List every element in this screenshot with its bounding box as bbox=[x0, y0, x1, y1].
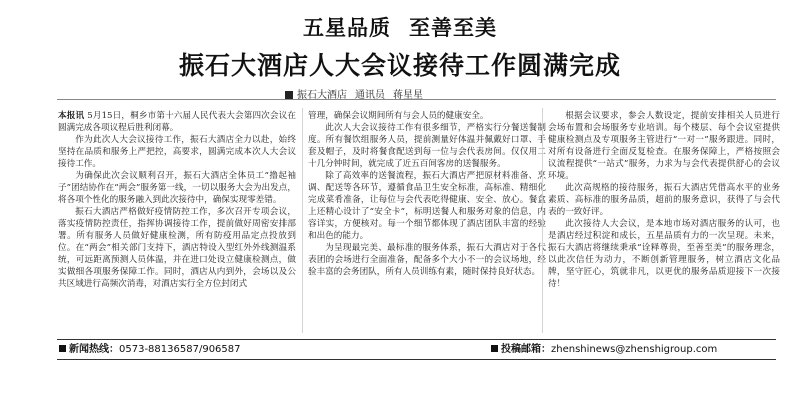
article-column-3 bbox=[548, 110, 780, 290]
subtitle-part-2: 至善至美 bbox=[409, 16, 497, 40]
email-address: zhenshinews@zhenshigroup.com bbox=[551, 344, 718, 355]
article-subtitle bbox=[0, 12, 800, 42]
article-paragraph: 为呈现最完美、最标准的服务体系，振石大酒店对于各代表团的会场进行全面准备，配备多个大小不一的会议场地，经验丰富的会务团队，所有人员训练有素，随时保持良好状态。 bbox=[308, 243, 546, 277]
byline-section: 振石大酒店 bbox=[297, 90, 347, 101]
article-column-2 bbox=[308, 110, 546, 278]
article-title: 振石大酒店人大会议接待工作圆满完成 bbox=[178, 51, 621, 80]
email-label: 投稿邮箱： bbox=[501, 344, 551, 355]
article-paragraph: 为确保此次会议顺利召开，振石大酒店全体员工“撸起袖子”团结协作在“两会”服务第一线，一切以服务大会为出发点，将各项个性化的服务融入到此次接待中，确保实现零差错。 bbox=[58, 171, 296, 205]
hotline-label: 新闻热线： bbox=[69, 344, 119, 355]
article-paragraph: 管理，确保会议期间所有与会人员的健康安全。 bbox=[308, 111, 489, 121]
byline-correspondent-label: 通讯员 bbox=[355, 90, 385, 101]
article-paragraph: 本报讯 5月15日，桐乡市第十六届人民代表大会第四次会议在圆满完成各项议程后胜利闭幕。 bbox=[58, 111, 296, 133]
article-column-1 bbox=[58, 110, 296, 290]
article-tag: 本报讯 bbox=[58, 111, 85, 121]
page-footer bbox=[57, 339, 776, 360]
article-paragraph: 此次高规格的接待服务，振石大酒店凭借高水平的业务素质、高标准的服务品质，超前的服务意识，获得了与会代表的一致好评。 bbox=[548, 183, 780, 217]
square-bullet-icon bbox=[491, 345, 498, 352]
article-paragraph: 作为此次人大会议接待工作，振石大酒店全力以赴，始终坚持在品质和服务上严把控，高要求，圆满完成本次人大会议接待工作。 bbox=[58, 135, 296, 169]
column-divider bbox=[542, 108, 543, 333]
header-divider bbox=[57, 99, 776, 100]
article-paragraph: 此次人大会议接待工作有很多细节，严格实行分餐送餐制度。所有餐饮组服务人员，提前测量好体温并佩戴好口罩、手套及帽子，及时将餐食配送到每一位与会代表房间。仅仅用二十几分钟时间，就完成了近五百间客房的送餐服务。 bbox=[308, 123, 546, 169]
article-paragraph: 除了高效率的送餐流程，振石大酒店严把原材料准备、烹调、配送等各环节，遵循食品卫生安全标准，高标准、精细化完成菜肴准备，让每位与会代表吃得健康、安全、放心。餐盒上还精心设计了“安全卡”，标明送餐人和服务对象的信息，内容详实，方便核对。每一个细节都体现了酒店团队丰富的经验和出色的能力。 bbox=[308, 171, 546, 241]
square-bullet-icon bbox=[59, 345, 66, 352]
column-divider bbox=[302, 108, 303, 333]
news-hotline bbox=[59, 340, 241, 359]
submission-email bbox=[491, 340, 717, 359]
article-paragraph: 根据会议要求，参会人数设定，提前安排相关人员进行会场布置和会场服务专业培训。每个楼层、每个会议室提供健康检测点及专项服务主管进行“一对一”服务跟进。同时，对所有设备进行全面反复检查。在服务保障上，严格按照会议流程提供“一站式”服务，力求为与会代表提供舒心的会议环境。 bbox=[548, 111, 780, 181]
subtitle-part-1: 五星品质 bbox=[303, 16, 391, 40]
square-bullet-icon bbox=[285, 91, 293, 99]
article-paragraph: 此次接待人大会议，是本地市场对酒店服务的认可，也是酒店经过积淀和成长，五星品质有力的一次呈现。未来，振石大酒店将继续秉承“诠释尊贵，至善至美”的服务理念，以此次信任为动力，不断创新管理服务，树立酒店文化品牌，坚守匠心，筑就非凡，以更优的服务品质迎接下一次接待！ bbox=[548, 219, 780, 289]
article-paragraph: 振石大酒店严格做好疫情防控工作，多次召开专项会议，落实疫情防控责任，指挥协调接待工作，提前做好周密安排部署。所有服务人员做好健康检测，所有防疫用品定点投放到位。在“两会”相关部门支持下，酒店特设入型红外外线测温系统，可远距离预测人员体温，并在进口处设立健康检测点，做实做细各项服务保障工作。同时，酒店从内到外，会场以及公共区域进行高频次消毒，对酒店实行全方位封闭式 bbox=[58, 207, 296, 289]
hotline-number: 0573-88136587/906587 bbox=[119, 344, 241, 355]
byline-correspondent-name: 蒋星星 bbox=[393, 90, 423, 101]
